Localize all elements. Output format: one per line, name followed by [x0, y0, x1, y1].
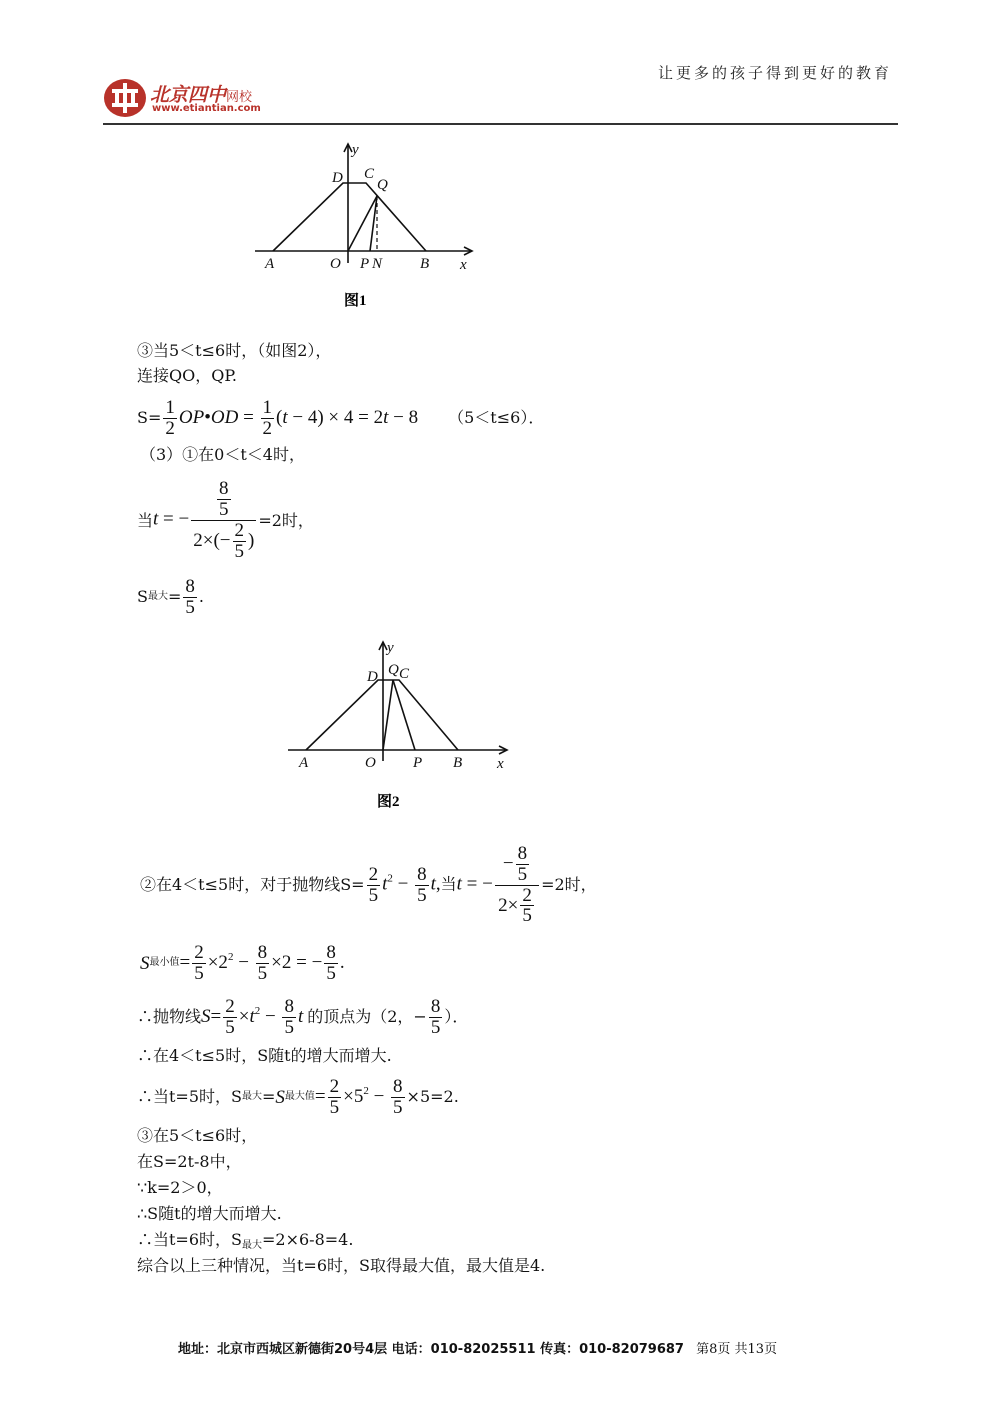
fig2-label-A: A [299, 755, 309, 771]
line-16 [137, 1232, 353, 1251]
fig1-label-O: O [330, 256, 341, 272]
frac-half: $\frac{1}{2}$ [165, 396, 175, 439]
fig2-label-D: D [367, 669, 378, 685]
line-10: ∴在4＜t≤5时，S随t的增大而增大. [137, 1046, 392, 1065]
line-11-equation: ∴当t=5时，S 最大 = S 最大值 = $\frac{2}{5}$ $\times 5^2$ − $\frac{8}{5}$ ×5=2. [137, 1075, 459, 1118]
logo-emblem-icon [102, 77, 148, 119]
line-5-equation: 当 t = − $\frac{8}{5}$ 2×(− $\frac{2}{5}$ ) =2时， [137, 478, 314, 562]
line-6-equation: S 最大 = $\frac{8}{5}$ . [137, 575, 204, 618]
footer-address: 地址：北京市西城区新德街20号4层 电话：010-82025511 传真：010-82079687 [178, 1342, 684, 1357]
line-14: ∵k=2＞0， [137, 1178, 223, 1197]
logo-main-text: 北京四中 [150, 84, 227, 106]
l11-sub: 最大 [241, 1091, 262, 1102]
slogan: 让更多的孩子得到更好的教育 [658, 64, 893, 82]
fig1-label-P: P [360, 256, 370, 272]
l16-end: =2×6-8=4. [261, 1230, 354, 1249]
l9-prefix: ∴抛物线 [137, 1007, 202, 1026]
line-3-equation: S= $\frac{1}{2}$ OP•OD = $\frac{1}{2}$ (t − 4) × 4 = 2t − 8 （5＜t≤6）． [137, 396, 545, 439]
l5-prefix: 当 [137, 510, 154, 530]
fig2-label-P: P [413, 755, 423, 771]
line-8-equation: S 最小值 = $\frac{2}{5}$ $\times 2^2$ − $\frac{8}{5}$ ×2 = − $\frac{8}{5}$ . [140, 941, 345, 984]
line-15: ∴S随t的增大而增大. [137, 1204, 282, 1223]
fig2-label-C: C [399, 666, 410, 682]
l16-sub: 最大 [241, 1240, 262, 1251]
l6-sub: 最大 [147, 591, 168, 602]
fig1-label-D: D [332, 170, 343, 186]
l8-sub: 最小值 [149, 957, 180, 968]
line-13: 在S=2t-8中， [137, 1152, 242, 1171]
fig2-label-Q: Q [388, 662, 399, 678]
l9-end: ）． [444, 1007, 469, 1026]
figure-2-axes [288, 642, 507, 761]
header-rule [103, 123, 898, 125]
fig2-label-y: y [387, 640, 394, 656]
l11-prefix: ∴当t=5时，S [137, 1087, 242, 1106]
fig1-label-N: N [372, 256, 383, 272]
l6-eq: = [167, 587, 182, 606]
fig2-label-B: B [453, 755, 463, 771]
line-1: ③当5＜t≤6时，（如图2）， [137, 341, 332, 360]
footer-page: 第8页 共13页 [696, 1342, 778, 1357]
line-12: ③在5＜t≤6时， [137, 1126, 258, 1145]
figure-1 [250, 138, 480, 313]
figure-1-axes [255, 144, 472, 263]
line-17: 综合以上三种情况，当t=6时，S取得最大值，最大值是4. [137, 1256, 546, 1275]
l6-prefix: S [137, 587, 148, 606]
l3-range: （5＜t≤6）． [448, 408, 545, 427]
fig1-label-y: y [352, 142, 359, 158]
frac-vertex-2: − $\frac{8}{5}$ 2× $\frac{2}{5}$ [495, 844, 539, 927]
header [0, 0, 1000, 130]
fig1-label-Q: Q [377, 177, 388, 193]
logo-sub-text: 网校 [226, 90, 253, 105]
line-7-equation: ②在4＜t≤5时，对于抛物线S= $\frac{2}{5}$ $t^2$ − $\frac{8}{5}$ t,当t = − − $\frac{8}{5}$ 2× $\frac{2}{5}$ =2时， [140, 842, 597, 927]
l7-suffix: =2时， [541, 875, 597, 894]
line-2: 连接QO，QP. [137, 366, 237, 385]
fig1-label-A: A [265, 256, 275, 272]
l7-prefix: ②在4＜t≤5时，对于抛物线S= [140, 875, 365, 894]
frac-vertex-1: $\frac{8}{5}$ 2×(− $\frac{2}{5}$ ) [193, 478, 255, 562]
fig1-label-C: C [364, 166, 375, 182]
l9-mid: 的顶点为（2，− [307, 1007, 427, 1026]
l3-prefix: S= [137, 408, 162, 427]
figure-1-trapezoid [273, 183, 426, 251]
figure-2-caption: 图2 [377, 794, 400, 810]
l5-suffix: =2时， [258, 510, 314, 530]
figure-1-caption: 图1 [344, 293, 367, 309]
fig2-label-x: x [497, 756, 504, 772]
l11-end: ×5=2. [406, 1087, 459, 1106]
l11-sub2: 最大值 [284, 1091, 315, 1102]
footer [178, 1338, 777, 1357]
logo-url: www.etiantian.com [152, 103, 261, 114]
fig1-label-x: x [460, 257, 467, 273]
fig1-label-B: B [420, 256, 430, 272]
fig2-label-O: O [365, 755, 376, 771]
l11-eq: = [261, 1087, 276, 1106]
figure-2 [285, 636, 515, 814]
line-4: （3）①在0＜t＜4时， [140, 445, 305, 464]
l6-end: . [198, 587, 204, 606]
line-9-equation: ∴抛物线 S= $\frac{2}{5}$ $\times t^2$ − $\frac{8}{5}$ t 的顶点为（2，− $\frac{8}{5}$ ）． [137, 995, 469, 1038]
l16-prefix: ∴当t=6时，S [137, 1230, 242, 1249]
figure-2-trapezoid [306, 680, 458, 750]
